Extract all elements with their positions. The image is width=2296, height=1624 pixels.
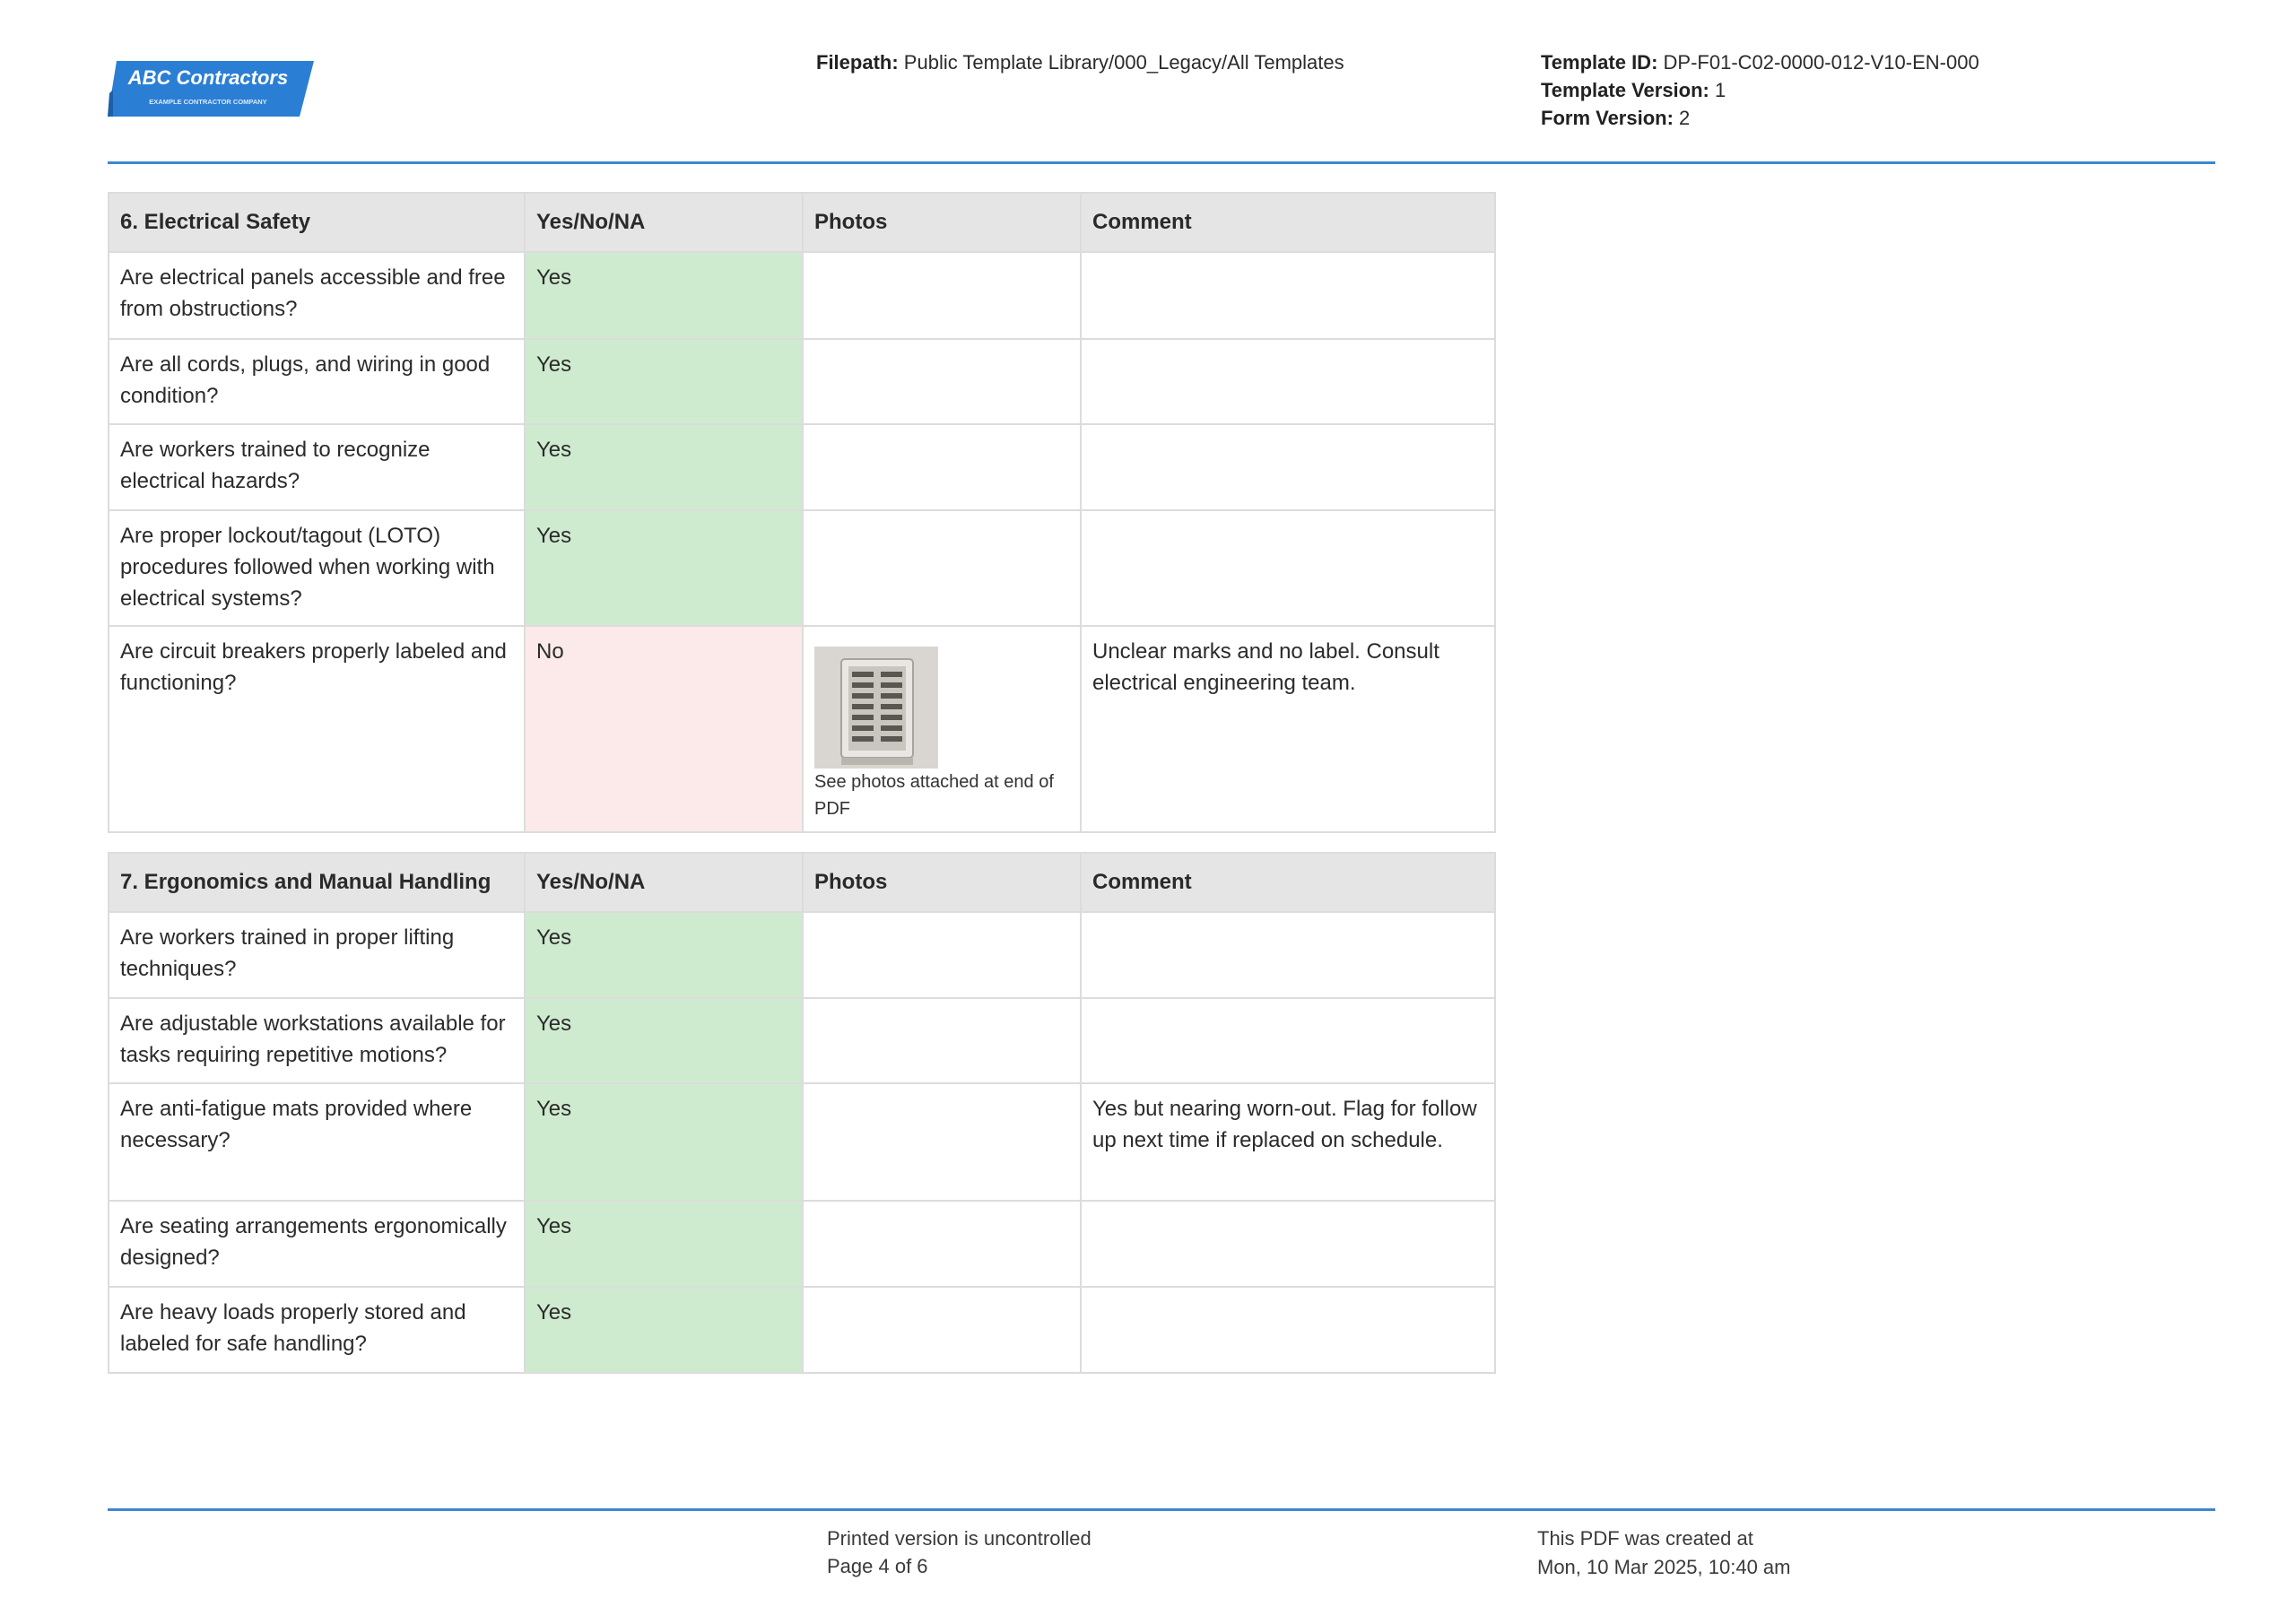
table-header-row	[109, 853, 1495, 912]
column-header-photos: Photos	[803, 193, 1081, 252]
comment-cell	[1081, 998, 1495, 1083]
filepath	[816, 48, 1344, 77]
photos-cell	[803, 252, 1081, 339]
circuit-breaker-photo[interactable]	[814, 647, 938, 769]
photo-note: See photos attached at end of PDF	[814, 772, 1054, 819]
uncontrolled-notice: Printed version is uncontrolled	[827, 1527, 1091, 1550]
filepath-value: Public Template Library/000_Legacy/All Templates	[903, 51, 1344, 74]
svg-text:EXAMPLE CONTRACTOR COMPANY: EXAMPLE CONTRACTOR COMPANY	[149, 98, 267, 106]
question: Are anti-fatigue mats provided where necessary?	[109, 1083, 525, 1201]
template-id-label: Template ID:	[1541, 51, 1658, 74]
photos-cell	[803, 912, 1081, 998]
footer-divider	[108, 1508, 2215, 1511]
table-row	[109, 339, 1495, 424]
comment-cell	[1081, 252, 1495, 339]
created-timestamp: Mon, 10 Mar 2025, 10:40 am	[1537, 1556, 1791, 1578]
svg-text:ABC Contractors: ABC Contractors	[127, 66, 289, 89]
header-divider	[108, 161, 2215, 164]
question: Are workers trained in proper lifting techniques?	[109, 912, 525, 998]
column-header-photos: Photos	[803, 853, 1081, 912]
photos-cell	[803, 1083, 1081, 1201]
question: Are heavy loads properly stored and labeled for safe handling?	[109, 1287, 525, 1373]
answer-cell: Yes	[525, 510, 803, 626]
template-id	[1541, 48, 1979, 76]
created-label: This PDF was created at	[1537, 1527, 1753, 1550]
photos-cell	[803, 998, 1081, 1083]
question: Are seating arrangements ergonomically designed?	[109, 1201, 525, 1287]
comment-cell	[1081, 1287, 1495, 1373]
answer-cell: Yes	[525, 339, 803, 424]
comment-cell	[1081, 1201, 1495, 1287]
answer-cell: Yes	[525, 1201, 803, 1287]
template-meta	[1541, 48, 1979, 132]
form-version-value: 2	[1679, 107, 1691, 129]
page-number: Page 4 of 6	[827, 1555, 928, 1577]
question: Are electrical panels accessible and free from obstructions?	[109, 252, 525, 339]
template-version	[1541, 76, 1979, 104]
table-row	[109, 252, 1495, 339]
answer-cell: Yes	[525, 252, 803, 339]
filepath-label: Filepath:	[816, 51, 899, 74]
form-version	[1541, 104, 1979, 132]
footer-left	[827, 1524, 1091, 1580]
comment-cell	[1081, 510, 1495, 626]
answer-cell: Yes	[525, 1083, 803, 1201]
column-header-comment: Comment	[1081, 853, 1495, 912]
form-version-label: Form Version:	[1541, 107, 1674, 129]
comment-cell: Yes but nearing worn-out. Flag for follow up next time if replaced on schedule.	[1081, 1083, 1495, 1201]
comment-cell	[1081, 912, 1495, 998]
photos-cell	[803, 424, 1081, 510]
table-row	[109, 1083, 1495, 1201]
answer-cell: Yes	[525, 424, 803, 510]
page-header	[0, 0, 2296, 165]
photos-cell	[803, 1287, 1081, 1373]
comment-cell	[1081, 424, 1495, 510]
column-header-answer: Yes/No/NA	[525, 193, 803, 252]
question: Are proper lockout/tagout (LOTO) procedures followed when working with electrical systems?	[109, 510, 525, 626]
template-version-label: Template Version:	[1541, 79, 1709, 101]
section-title: 7. Ergonomics and Manual Handling	[109, 853, 525, 912]
table-row	[109, 998, 1495, 1083]
photos-cell	[803, 1201, 1081, 1287]
question: Are all cords, plugs, and wiring in good condition?	[109, 339, 525, 424]
template-version-value: 1	[1715, 79, 1726, 101]
question: Are circuit breakers properly labeled and functioning?	[109, 626, 525, 832]
table-row	[109, 1201, 1495, 1287]
table-row	[109, 510, 1495, 626]
photos-cell	[803, 626, 1081, 832]
column-header-answer: Yes/No/NA	[525, 853, 803, 912]
section-title: 6. Electrical Safety	[109, 193, 525, 252]
company-logo	[108, 57, 317, 120]
table-header-row	[109, 193, 1495, 252]
answer-cell: No	[525, 626, 803, 832]
column-header-comment: Comment	[1081, 193, 1495, 252]
table-row	[109, 912, 1495, 998]
table-row	[109, 1287, 1495, 1373]
answer-cell: Yes	[525, 998, 803, 1083]
answer-cell: Yes	[525, 1287, 803, 1373]
comment-cell	[1081, 339, 1495, 424]
question: Are adjustable workstations available for tasks requiring repetitive motions?	[109, 998, 525, 1083]
question: Are workers trained to recognize electrical hazards?	[109, 424, 525, 510]
section-electrical-safety	[108, 192, 1496, 833]
section-ergonomics	[108, 852, 1496, 1374]
footer-right	[1537, 1524, 1791, 1582]
table-row	[109, 424, 1495, 510]
template-id-value: DP-F01-C02-0000-012-V10-EN-000	[1663, 51, 1979, 74]
answer-cell: Yes	[525, 912, 803, 998]
comment-cell: Unclear marks and no label. Consult electrical engineering team.	[1081, 626, 1495, 832]
photos-cell	[803, 339, 1081, 424]
table-row	[109, 626, 1495, 832]
photos-cell	[803, 510, 1081, 626]
